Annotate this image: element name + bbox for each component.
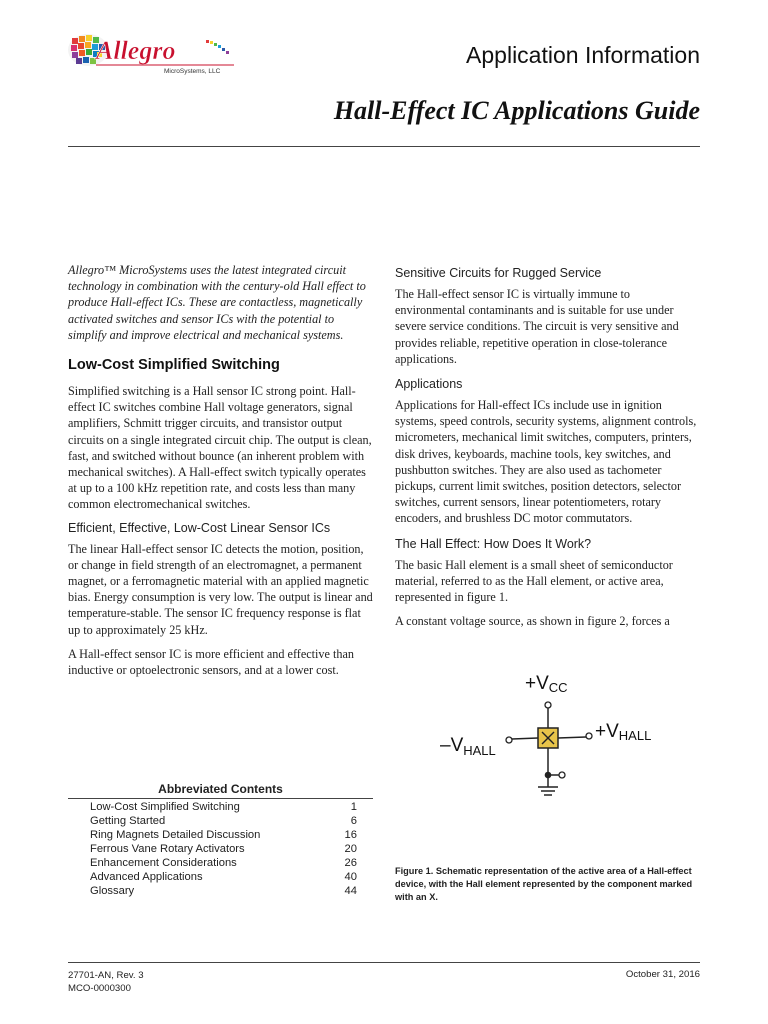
document-number-rev: 27701-AN, Rev. 3 bbox=[68, 970, 144, 981]
page-title: Hall-Effect IC Applications Guide bbox=[333, 96, 700, 125]
right-column bbox=[395, 262, 701, 637]
intro-paragraph: Allegro™ MicroSystems uses the latest integrated circuit technology in combination with the century-old Hall effect to produce Hall-effect ICs. These are contactless, magnetically activated switches and sensor ICs with the potential to simplify and improve electrical and mechanical systems. bbox=[68, 263, 366, 342]
contents-row-label: Getting Started bbox=[90, 815, 166, 827]
heading-applications: Applications bbox=[395, 377, 463, 392]
contents-row-page: 6 bbox=[350, 815, 357, 827]
vcc-label: +VCC bbox=[525, 673, 568, 695]
contents-row-label: Glossary bbox=[90, 885, 135, 897]
contents-row-label: Advanced Applications bbox=[90, 871, 203, 883]
rugged-paragraph: The Hall-effect sensor IC is virtually immune to environmental contaminants and is suitable for use under severe service conditions. The circuit is very sensitive and provides reliable, repetitive operation in close-tolerance applications. bbox=[395, 287, 679, 366]
contents-row-label: Ring Magnets Detailed Discussion bbox=[90, 829, 261, 841]
vhall-negative-label: $-V_{HALL}$ bbox=[440, 735, 496, 758]
contents-row-page: 26 bbox=[344, 857, 357, 869]
ground-side-terminal bbox=[559, 772, 565, 778]
vcc-terminal bbox=[545, 702, 551, 708]
contents-row[interactable] bbox=[68, 884, 373, 898]
how-paragraph-2: A constant voltage source, as shown in figure 2, forces a bbox=[395, 614, 670, 629]
heading-hall-effect-how: The Hall Effect: How Does It Work? bbox=[395, 536, 592, 551]
document-code: MCO-0000300 bbox=[68, 983, 131, 994]
contents-row[interactable] bbox=[68, 842, 373, 856]
applications-paragraph: Applications for Hall-effect ICs include use in ignition systems, speed controls, security systems, alignment controls, micrometers, mechanical limit switches, computers, printers, disk drives, keyboards, machine tools, key switches, and pushbutton switches. They are also used as tachometer pickups, current limit switches, position detectors, selector switches, current sensors, linear potentiometers, rotary encoders, and brushless DC motor commutators. bbox=[395, 398, 697, 526]
ground-icon bbox=[538, 787, 558, 795]
contents-row-label: Enhancement Considerations bbox=[90, 857, 237, 869]
contents-row-page: 1 bbox=[350, 801, 357, 813]
linear-paragraph-1: The linear Hall-effect sensor IC detects the motion, position, or change in field strength of an electromagnet, a permanent magnet, or a ferromagnetic material with an applied magnetic bias. Energy consumption is very low. The output is linear and temperature-stable. The sensor IC frequency response is flat up to approximately 25 kHz. bbox=[68, 541, 373, 637]
contents-row-label: Ferrous Vane Rotary Activators bbox=[90, 843, 245, 855]
vhall-negative-terminal bbox=[506, 737, 512, 743]
contents-row[interactable] bbox=[68, 814, 373, 828]
figure-caption: Figure 1. Schematic representation of the active area of a Hall-effect device, with the Hall element represented by the component marked with an X. bbox=[395, 866, 693, 902]
contents-row[interactable] bbox=[68, 828, 373, 842]
contents-row[interactable] bbox=[68, 800, 373, 814]
contents-divider bbox=[68, 798, 373, 799]
heading-rugged-service: Sensitive Circuits for Rugged Service bbox=[395, 266, 602, 280]
allegro-logo bbox=[66, 28, 238, 78]
contents-row-page: 40 bbox=[344, 871, 357, 883]
contents-row[interactable] bbox=[68, 870, 373, 884]
heading-linear-sensors: Efficient, Effective, Low-Cost Linear Sensor ICs bbox=[68, 520, 331, 535]
contents-row[interactable] bbox=[68, 856, 373, 870]
contents-row-page: 20 bbox=[344, 843, 357, 855]
contents-row-label: Low-Cost Simplified Switching bbox=[90, 801, 240, 813]
contents-row-page: 16 bbox=[344, 829, 357, 841]
contents-row-page: 44 bbox=[344, 885, 357, 897]
header-divider bbox=[68, 146, 700, 147]
hall-element-schematic bbox=[420, 665, 652, 815]
document-number bbox=[68, 969, 144, 995]
heading-simplified-switching: Low-Cost Simplified Switching bbox=[68, 357, 280, 374]
vhall-positive-label: +VHALL bbox=[595, 721, 652, 743]
switching-paragraph: Simplified switching is a Hall sensor IC strong point. Hall-effect IC switches combine Hall voltage generators, signal amplifiers, Schmitt trigger circuits, and transistor output circuits on a single integrated circuit chip. The output is clean, fast, and switched without bounce (an inherent problem with mechanical switches). A Hall-effect switch typically operates at up to a 100 kHz repetition rate, and costs less than many common electromechanical switches. bbox=[68, 384, 372, 512]
linear-paragraph-2: A Hall-effect sensor IC is more efficient and effective than inductive or optoelectronic sensors, and at a lower cost. bbox=[68, 646, 354, 678]
logo-tail-dots bbox=[206, 40, 229, 54]
left-column bbox=[68, 262, 375, 686]
logo-subtext: MicroSystems, LLC bbox=[164, 68, 221, 75]
footer-divider bbox=[68, 962, 700, 963]
contents-title: Abbreviated Contents bbox=[158, 782, 283, 796]
vhall-positive-terminal bbox=[586, 733, 592, 739]
section-label: Application Information bbox=[466, 42, 700, 68]
abbreviated-contents bbox=[68, 782, 373, 898]
document-date: October 31, 2016 bbox=[625, 969, 700, 980]
how-paragraph-1: The basic Hall element is a small sheet of semiconductor material, referred to as the Hall element, or active area, represented in figure 1. bbox=[395, 557, 673, 605]
logo-wordmark: Allegro bbox=[96, 36, 176, 65]
